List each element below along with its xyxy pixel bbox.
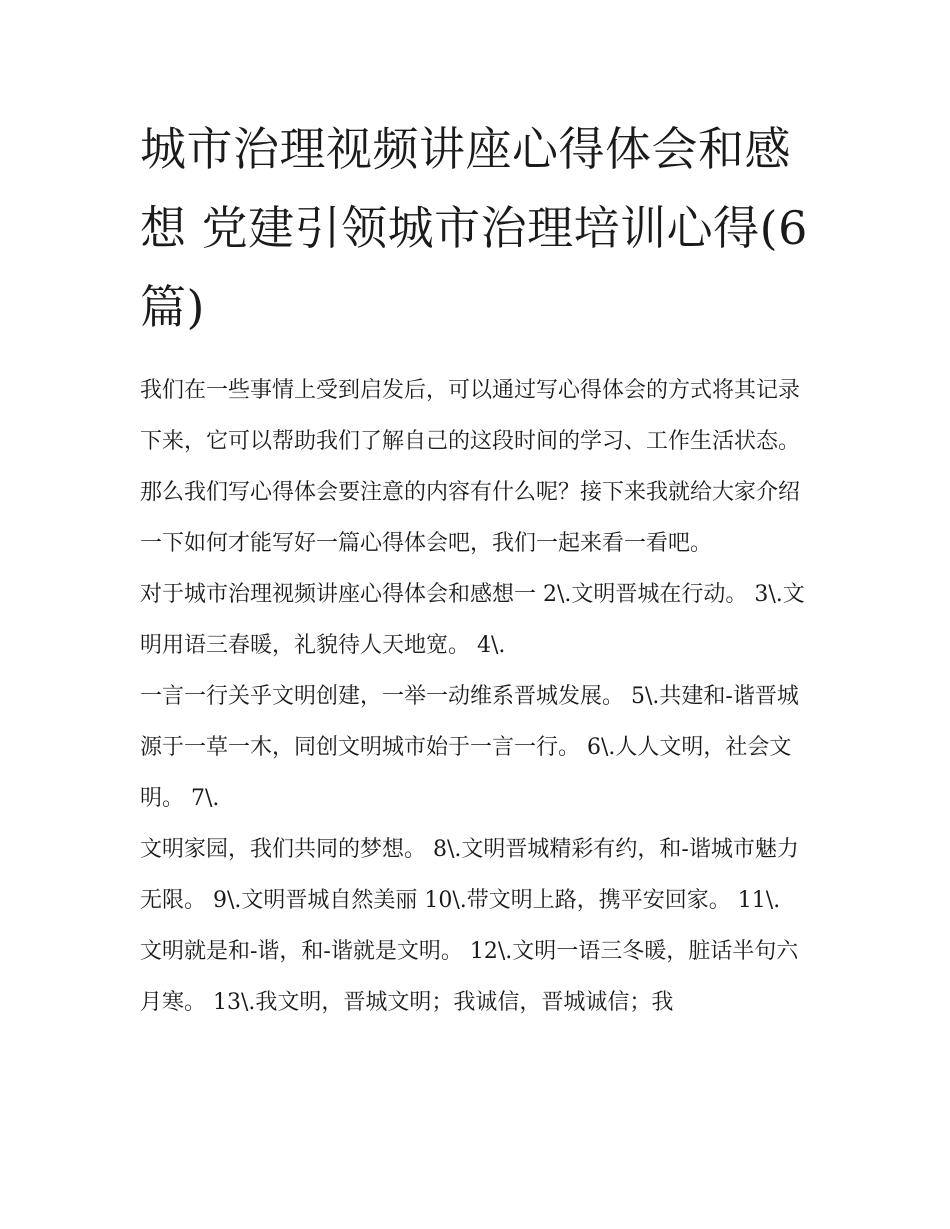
intro-paragraph: 我们在一些事情上受到启发后，可以通过写心得体会的方式将其记录下来，它可以帮助我们了解自己的这段时间的学习、工作生活状态。那么我们写心得体会要注意的内容有什么呢？接下来我就给大家介绍一下如何才能写好一篇心得体会吧，我们一起来看一看吧。	[140, 378, 801, 556]
document-page	[140, 110, 820, 1028]
body-paragraph-4: 文明就是和-谐，和-谐就是文明。 12\.文明一语三冬暖，脏话半句六月寒。 13\.我文明，晋城文明；我诚信，晋城诚信；我	[140, 939, 799, 1015]
body-paragraph-3: 文明家园，我们共同的梦想。 8\.文明晋城精彩有约，和-谐城市魅力无限。 9\.文明晋城自然美丽 10\.带文明上路，携平安回家。 11\.	[140, 837, 799, 913]
body-paragraph-1: 对于城市治理视频讲座心得体会和感想一 2\.文明晋城在行动。 3\.文明用语三春暖，礼貌待人天地宽。 4\.	[140, 582, 805, 658]
document-title: 城市治理视频讲座心得体会和感想 党建引领城市治理培训心得(6篇)	[140, 122, 808, 334]
body-paragraph-2: 一言一行关乎文明创建，一举一动维系晋城发展。 5\.共建和-谐晋城源于一草一木，同创文明城市始于一言一行。 6\.人人文明，社会文明。 7\.	[140, 684, 799, 811]
